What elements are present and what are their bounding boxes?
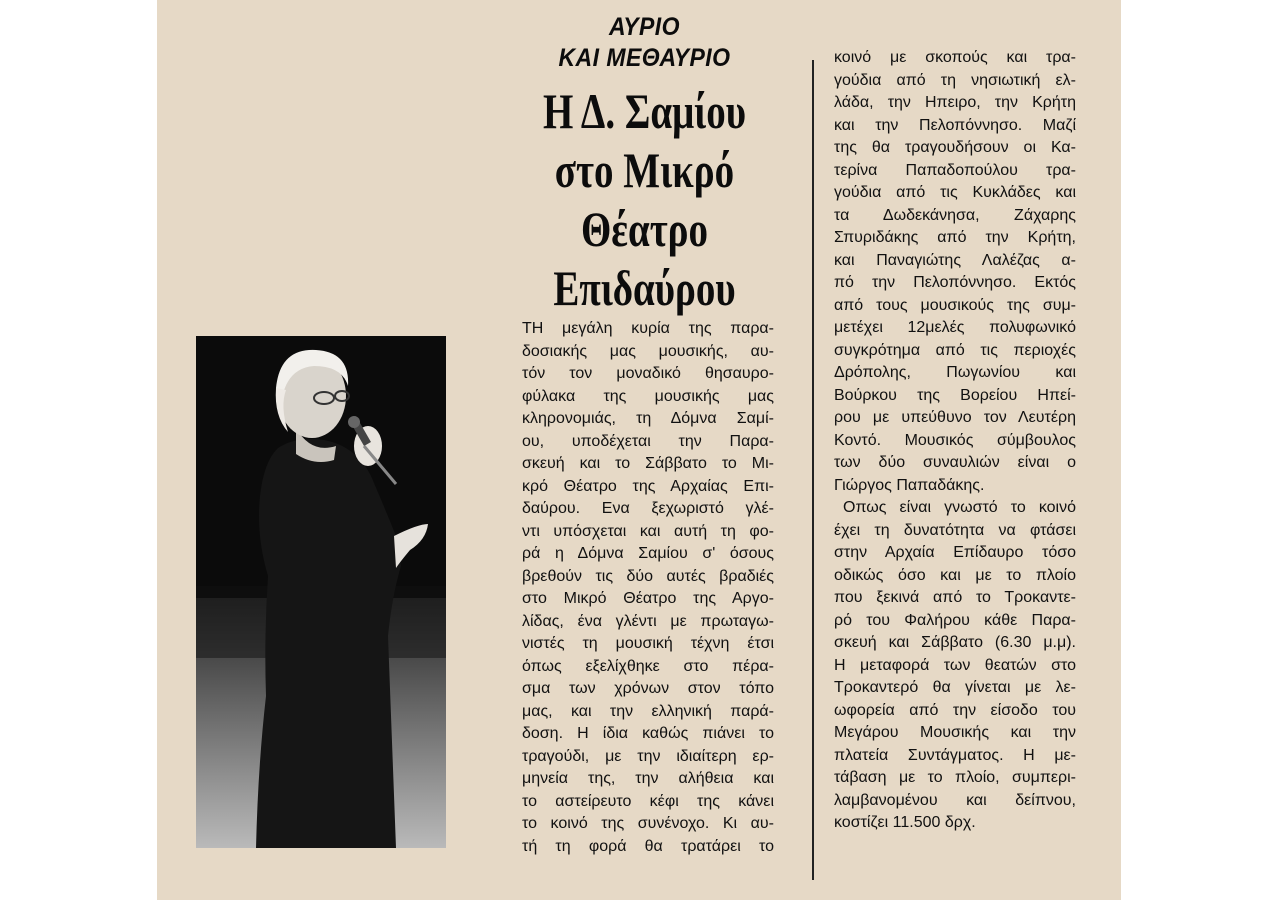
text-line: το αστείρευτο κέφι της κάνει bbox=[522, 792, 774, 810]
text-line: γούδια από τις Κυκλάδες και bbox=[834, 184, 1076, 201]
kicker-line-1: ΑΥΡΙΟ bbox=[608, 13, 681, 41]
text-line: κοινό με σκοπούς και τρα- bbox=[834, 49, 1076, 66]
text-line: ντι υπόσχεται και αυτή τη φο- bbox=[522, 522, 774, 540]
text-line: νιστές τη μουσική τέχνη έτσι bbox=[522, 635, 774, 652]
text-line: τόν τον μοναδικό θησαυρο- bbox=[522, 365, 774, 382]
article-column-right bbox=[834, 47, 1076, 835]
text-line: δοσιακής μας μουσικής, αυ- bbox=[522, 342, 774, 360]
text-line: πλατεία Συντάγματος. Η με- bbox=[834, 746, 1076, 764]
text-line: λάδα, την Ηπειρο, την Κρήτη bbox=[834, 94, 1076, 111]
text-line: ωφορεία από την είσοδο του bbox=[834, 701, 1076, 719]
text-line: Γιώργος Παπαδάκης. bbox=[834, 476, 985, 494]
column-divider bbox=[812, 60, 814, 880]
text-line: το κοινό της συνένοχο. Κι αυ- bbox=[522, 815, 774, 832]
text-line: Σπυριδάκης από την Κρήτη, bbox=[834, 229, 1076, 246]
performer-photo bbox=[196, 336, 446, 848]
text-line: κληρονομιάς, τη Δόμνα Σαμί- bbox=[522, 410, 774, 427]
text-line: ου, υποδέχεται την Παρα- bbox=[522, 432, 774, 450]
text-line: Βούρκου της Βορείου Ηπεί- bbox=[834, 386, 1076, 404]
text-line: ρου με υπεύθυνο τον Λευτέρη bbox=[834, 409, 1076, 426]
text-line: λίδας, ένα γλέντι με πρωταγω- bbox=[522, 612, 774, 630]
text-line: δαύρου. Ενα ξεχωριστό γλέ- bbox=[522, 500, 774, 517]
text-line: στο Μικρό Θέατρο της Αργο- bbox=[522, 590, 774, 607]
text-line: τραγούδι, με την ιδιαίτερη ερ- bbox=[522, 747, 774, 765]
heading-block bbox=[512, 12, 777, 318]
text-line: στην Αρχαία Επίδαυρο τόσο bbox=[834, 544, 1076, 561]
text-line: κρό Θέατρο της Αρχαίας Επι- bbox=[522, 477, 774, 495]
text-line: μας, και την ελληνική παρά- bbox=[522, 702, 774, 720]
text-line: δοση. Η ίδια καθώς πιάνει το bbox=[522, 725, 774, 742]
kicker-line-2: ΚΑΙ ΜΕΘΑΥΡΙΟ bbox=[558, 44, 731, 72]
text-line: ρά η Δόμνα Σαμίου σ' όσους bbox=[522, 545, 774, 562]
text-line: κοστίζει 11.500 δρχ. bbox=[834, 814, 976, 831]
text-line: που ξεκινά από το Τροκαντε- bbox=[834, 589, 1076, 606]
text-line: Η μεταφορά των θεατών στο bbox=[834, 656, 1076, 674]
text-line: τάβαση με το πλοίο, συμπερι- bbox=[834, 769, 1076, 786]
newspaper-clipping bbox=[157, 0, 1121, 900]
text-line: και την Πελοπόννησο. Μαζί bbox=[834, 116, 1076, 134]
article-column-middle bbox=[522, 318, 774, 858]
text-line: τή τη φορά θα τρατάρει το bbox=[522, 837, 774, 855]
text-line: συγκρότημα από τις περιοχές bbox=[834, 341, 1076, 359]
headline bbox=[541, 82, 748, 318]
headline-line-1: Η Δ. Σαμίου bbox=[542, 83, 747, 139]
text-line: Μεγάρου Μουσικής και την bbox=[834, 724, 1076, 741]
text-line: σκευή και το Σάββατο το Μι- bbox=[522, 455, 774, 472]
headline-line-3: Θέατρο bbox=[580, 201, 709, 257]
text-line: φύλακα της μουσικής μας bbox=[522, 387, 774, 405]
text-line: Οπως είναι γνωστό το κοινό bbox=[843, 499, 1076, 516]
text-line: όπως εξελίχθηκε στο πέρα- bbox=[522, 657, 774, 675]
headline-line-2: στο Μικρό bbox=[554, 142, 735, 198]
headline-line-4: Επιδαύρου bbox=[553, 260, 736, 316]
text-line: γούδια από τη νησιωτική ελ- bbox=[834, 71, 1076, 89]
text-line: ΤΗ μεγάλη κυρία της παρα- bbox=[522, 320, 774, 337]
text-line: λαμβανομένου και δείπνου, bbox=[834, 791, 1076, 809]
text-line: από τους μουσικούς της συμ- bbox=[834, 296, 1076, 314]
text-line: της θα τραγουδήσουν οι Κα- bbox=[834, 139, 1076, 156]
text-line: τερίνα Παπαδοπούλου τρα- bbox=[834, 161, 1076, 179]
text-line: τα Δωδεκάνησα, Ζάχαρης bbox=[834, 206, 1076, 224]
text-line: σκευή και Σάββατο (6.30 μ.μ). bbox=[834, 634, 1076, 651]
text-line: σμα των χρόνων στον τόπο bbox=[522, 680, 774, 697]
text-line: μηνεία της, την αλήθεια και bbox=[522, 770, 774, 787]
text-line: οδικώς όσο και με το πλοίο bbox=[834, 566, 1076, 584]
text-line: πό την Πελοπόννησο. Εκτός bbox=[834, 274, 1076, 291]
text-line: ρό του Φαλήρου κάθε Παρα- bbox=[834, 611, 1076, 629]
text-line: Δρόπολης, Πωγωνίου και bbox=[834, 364, 1076, 381]
performer-photo-image bbox=[196, 336, 446, 848]
text-line: των δύο συναυλιών είναι ο bbox=[834, 454, 1076, 471]
text-line: Τροκαντερό θα γίνεται με λε- bbox=[834, 679, 1076, 696]
text-line: μετέχει 12μελές πολυφωνικό bbox=[834, 319, 1076, 336]
text-line: Κοντό. Μουσικός σύμβουλος bbox=[834, 431, 1076, 449]
text-line: και Παναγιώτης Λαλέζας α- bbox=[834, 251, 1076, 269]
text-line: έχει τη δυνατότητα να φτάσει bbox=[834, 521, 1076, 539]
text-line: βρεθούν τις δύο αυτές βραδιές bbox=[522, 567, 774, 585]
